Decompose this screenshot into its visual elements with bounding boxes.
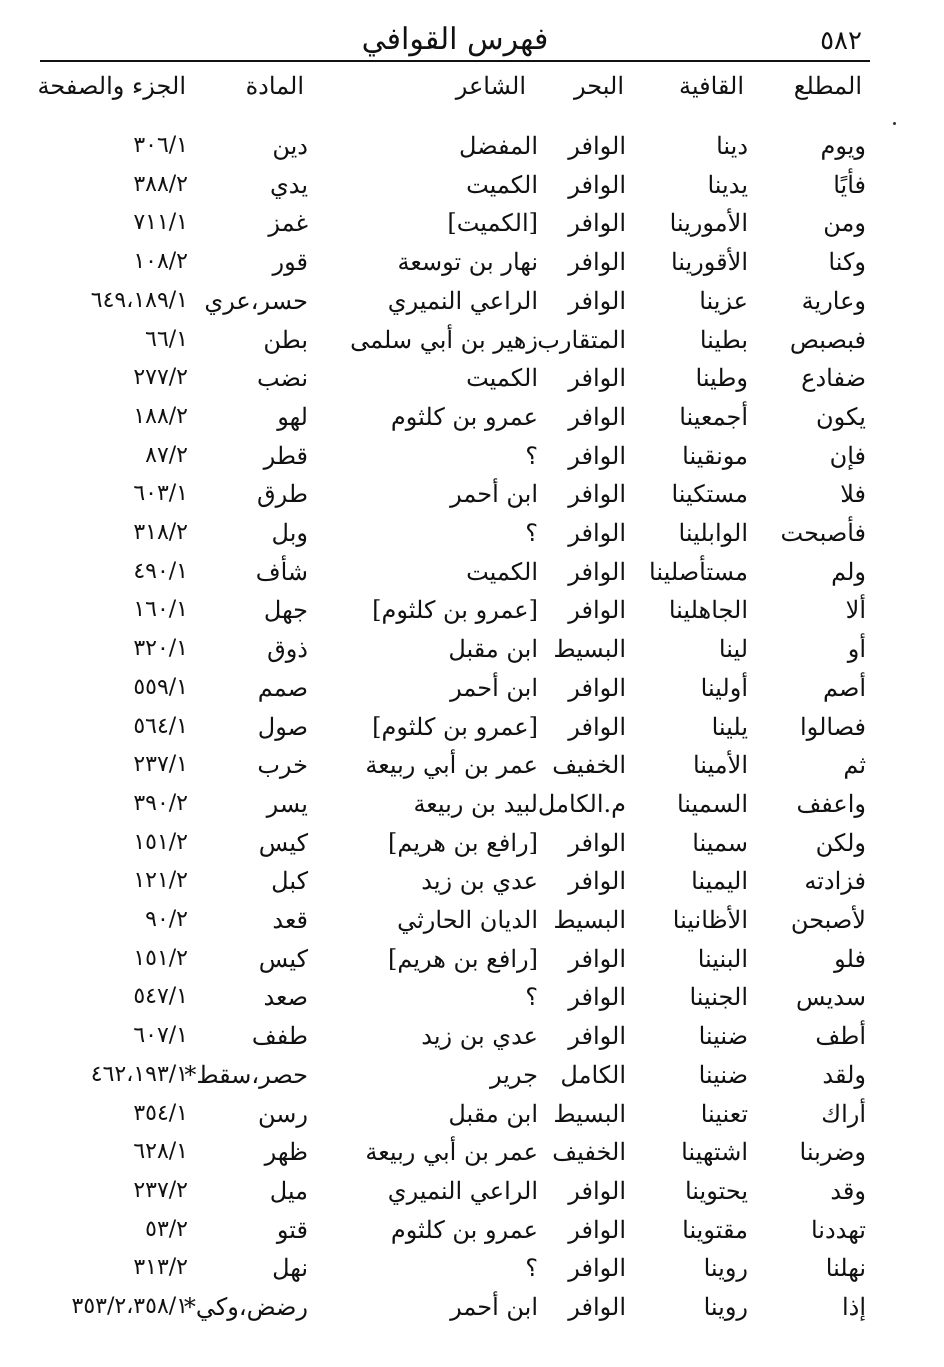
row-madda: لهو <box>277 402 308 431</box>
row-page: ٦٦/١ <box>145 326 188 352</box>
page-number: ٥٨٢ <box>820 26 862 56</box>
row-madda: يدي <box>269 170 308 199</box>
row-page: ٧١١/١ <box>133 210 188 236</box>
row-bahr: المتقارب <box>537 325 626 354</box>
row-shaer: الراعي النميري <box>387 1176 538 1205</box>
row-qafia: بطينا <box>699 325 748 354</box>
table-row <box>0 1288 944 1326</box>
row-bahr: الوافر <box>568 828 626 857</box>
row-page: ٦٠٣/١ <box>133 481 188 507</box>
row-qafia: البنينا <box>697 944 748 973</box>
row-page: ٣٢٠/١ <box>133 636 188 662</box>
row-madda: خرب <box>257 751 308 780</box>
table-row <box>0 669 944 707</box>
row-madda: صمم <box>257 673 308 702</box>
table-row <box>0 862 944 900</box>
row-shaer: ؟ <box>525 983 538 1012</box>
table-row <box>0 1017 944 1055</box>
row-bahr: الوافر <box>568 1293 626 1321</box>
row-bahr: البسيط <box>553 906 626 934</box>
page-title: فهرس القوافي <box>361 22 549 57</box>
row-shaer: ابن مقبل <box>448 635 538 664</box>
table-row <box>0 127 944 165</box>
row-bahr: الوافر <box>568 1022 626 1051</box>
column-header-matla: المطلع <box>793 72 862 100</box>
table-row <box>0 1095 944 1133</box>
row-shaer: ؟ <box>525 441 538 470</box>
table-row <box>0 475 944 513</box>
row-matla: فلا <box>840 480 866 509</box>
row-shaer: عدي بن زيد <box>421 1022 538 1051</box>
row-qafia: أولينا <box>700 673 748 702</box>
row-madda: حصر،سقط* <box>184 1060 308 1089</box>
row-shaer: [رافع بن هريم] <box>388 828 538 857</box>
row-page: ٣٠٦/١ <box>133 133 188 158</box>
row-madda: وبل <box>271 519 308 547</box>
row-bahr: الوافر <box>568 519 626 547</box>
row-matla: فأصبحت <box>780 519 866 547</box>
row-matla: فصالوا <box>800 712 866 741</box>
row-shaer: زهير بن أبي سلمى <box>350 325 538 354</box>
row-shaer: الراعي النميري <box>387 286 538 315</box>
row-shaer: [عمرو بن كلثوم] <box>372 596 538 625</box>
row-bahr: الوافر <box>568 867 626 896</box>
row-shaer: ؟ <box>525 1254 538 1283</box>
row-bahr: الوافر <box>568 1215 626 1244</box>
row-page: ١٠٨/٢ <box>133 249 188 275</box>
row-page: ٦٢٨/١ <box>133 1139 188 1165</box>
row-page: ٤٦٢،١٩٣/١ <box>90 1061 188 1087</box>
row-page: ٣١٨/٢ <box>133 520 188 545</box>
row-qafia: سمينا <box>692 828 748 857</box>
row-page: ٨٧/٢ <box>145 442 188 468</box>
row-matla: سديس <box>796 983 866 1012</box>
table-row <box>0 901 944 939</box>
column-header-qafia: القافية <box>678 72 744 100</box>
row-qafia: الأظانينا <box>672 906 748 934</box>
row-matla: أو <box>847 635 866 664</box>
row-madda: ميل <box>269 1176 308 1205</box>
row-shaer: الكميت <box>466 557 538 586</box>
row-madda: طفف <box>251 1022 308 1051</box>
row-page: ٣١٣/٢ <box>133 1255 188 1281</box>
row-qafia: أجمعينا <box>679 402 748 431</box>
row-shaer: ابن أحمر <box>450 480 538 509</box>
row-shaer: الديان الحارثي <box>397 906 538 934</box>
row-matla: أصم <box>822 673 866 702</box>
row-bahr: الوافر <box>568 170 626 199</box>
table-row <box>0 553 944 591</box>
row-page: ٦٠٧/١ <box>133 1023 188 1049</box>
row-qafia: الجنينا <box>689 983 748 1012</box>
row-qafia: الأمورينا <box>669 209 748 238</box>
margin-dot <box>893 122 896 125</box>
row-bahr: الوافر <box>568 209 626 238</box>
row-page: ٢٣٧/١ <box>133 752 188 778</box>
row-madda: قعد <box>272 906 308 934</box>
row-madda: كيس <box>258 944 308 973</box>
row-bahr: الوافر <box>568 441 626 470</box>
table-row <box>0 1172 944 1210</box>
row-matla: ألا <box>845 596 866 625</box>
row-page: ١٨٨/٢ <box>133 403 188 429</box>
table-row <box>0 514 944 552</box>
row-page: ٩٠/٢ <box>145 907 188 932</box>
row-page: ٣٥٣/٢،٣٥٨/١ <box>71 1294 188 1319</box>
column-header-shaer: الشاعر <box>455 72 526 100</box>
row-bahr: الوافر <box>568 983 626 1012</box>
row-madda: جهل <box>263 596 308 625</box>
table-row <box>0 746 944 784</box>
row-madda: ذوق <box>267 635 308 664</box>
row-qafia: يحتوينا <box>684 1176 748 1205</box>
row-page: ٢٧٧/٢ <box>133 365 188 391</box>
row-shaer: ابن أحمر <box>450 1293 538 1321</box>
row-madda: قتو <box>276 1215 308 1244</box>
row-matla: واعفف <box>796 789 866 818</box>
row-bahr: الوافر <box>568 712 626 741</box>
row-qafia: ضنينا <box>698 1022 748 1051</box>
row-matla: ولقد <box>822 1060 866 1089</box>
row-matla: وقد <box>830 1176 866 1205</box>
row-shaer: ابن أحمر <box>450 673 538 702</box>
row-matla: ثم <box>843 751 866 780</box>
row-shaer: عدي بن زيد <box>421 867 538 896</box>
row-madda: بطن <box>263 325 308 354</box>
row-matla: فأيًا <box>833 170 866 199</box>
row-shaer: [عمرو بن كلثوم] <box>372 712 538 741</box>
row-bahr: الوافر <box>568 673 626 702</box>
row-qafia: يلينا <box>711 712 748 741</box>
row-page: ١٥١/٢ <box>133 829 188 855</box>
table-row <box>0 321 944 359</box>
table-row <box>0 282 944 320</box>
row-matla: وعارية <box>801 286 866 315</box>
row-madda: غمز <box>268 209 308 238</box>
column-header-bahr: البحر <box>574 72 624 100</box>
row-bahr: الوافر <box>568 944 626 973</box>
table-row <box>0 785 944 823</box>
row-page: ٣٩٠/٢ <box>133 790 188 816</box>
row-shaer: نهار بن توسعة <box>397 248 538 277</box>
row-madda: يسر <box>266 789 308 818</box>
row-qafia: الجاهلينا <box>668 596 748 625</box>
row-shaer: جرير <box>490 1060 538 1089</box>
row-shaer: الكميت <box>466 364 538 393</box>
row-qafia: السمينا <box>676 789 748 818</box>
row-matla: نهلنا <box>825 1254 866 1283</box>
row-matla: فبصبص <box>789 325 866 354</box>
row-madda: قطر <box>263 441 308 470</box>
row-matla: وضربنا <box>799 1138 866 1167</box>
row-madda: ظهر <box>264 1138 308 1167</box>
row-matla: لأصبحن <box>790 906 866 934</box>
row-page: ٢٣٧/٢ <box>133 1177 188 1203</box>
row-madda: نهل <box>272 1254 308 1283</box>
row-matla: وكنا <box>828 248 866 277</box>
table-row <box>0 359 944 397</box>
row-qafia: وطينا <box>695 364 748 393</box>
row-matla: ضفادع <box>801 364 866 393</box>
row-qafia: روينا <box>703 1293 748 1321</box>
row-page: ١٦٠/١ <box>133 597 188 623</box>
row-shaer: عمرو بن كلثوم <box>390 1215 538 1244</box>
row-matla: فلو <box>834 944 866 973</box>
table-row <box>0 1056 944 1094</box>
table-row <box>0 978 944 1016</box>
row-qafia: مقتوينا <box>682 1215 748 1244</box>
row-madda: رسن <box>258 1099 308 1128</box>
row-bahr: الكامل <box>560 1060 626 1089</box>
row-qafia: روينا <box>703 1254 748 1283</box>
row-matla: أطف <box>815 1022 866 1051</box>
row-madda: كيس <box>258 828 308 857</box>
row-page: ٥٤٧/١ <box>133 984 188 1010</box>
row-shaer: ؟ <box>525 519 538 547</box>
column-header-madda: المادة <box>245 72 304 100</box>
row-qafia: اشتهينا <box>681 1138 748 1167</box>
row-bahr: الوافر <box>568 364 626 393</box>
row-matla: إذا <box>841 1293 866 1321</box>
row-shaer: [الكميت] <box>447 209 538 238</box>
row-bahr: الوافر <box>568 1176 626 1205</box>
row-page: ٦٤٩،١٨٩/١ <box>90 287 188 313</box>
row-shaer: عمر بن أبي ربيعة <box>365 751 538 780</box>
row-qafia: تعنينا <box>700 1099 748 1128</box>
row-bahr: الوافر <box>568 1254 626 1283</box>
row-qafia: عزينا <box>699 286 748 315</box>
row-shaer: عمر بن أبي ربيعة <box>365 1138 538 1167</box>
row-qafia: الأمينا <box>692 751 748 780</box>
row-bahr: الوافر <box>568 402 626 431</box>
table-row <box>0 437 944 475</box>
row-shaer: الكميت <box>466 170 538 199</box>
row-page: ٤٩٠/١ <box>133 558 188 584</box>
table-row <box>0 1133 944 1171</box>
row-madda: نضب <box>256 364 308 393</box>
row-qafia: الأقورينا <box>670 248 748 277</box>
row-bahr: الوافر <box>568 286 626 315</box>
row-shaer: [رافع بن هريم] <box>388 944 538 973</box>
row-bahr: الوافر <box>568 480 626 509</box>
row-qafia: دينا <box>716 132 748 160</box>
row-matla: ولكن <box>815 828 866 857</box>
row-page: ٣٨٨/٢ <box>133 171 188 197</box>
table-row <box>0 708 944 746</box>
row-bahr: الخفيف <box>552 1138 626 1167</box>
row-qafia: يدينا <box>707 170 748 199</box>
row-page: ٥٦٤/١ <box>133 713 188 739</box>
row-bahr: م.الكامل <box>537 789 626 818</box>
table-row <box>0 204 944 242</box>
row-qafia: مستأصلينا <box>649 557 748 586</box>
row-shaer: لبيد بن ربيعة <box>413 789 538 818</box>
row-madda: رضض،وكي* <box>183 1293 308 1321</box>
table-row <box>0 398 944 436</box>
column-header-page: الجزء والصفحة <box>37 72 186 100</box>
page-header <box>40 18 870 62</box>
table-row <box>0 940 944 978</box>
row-bahr: الوافر <box>568 132 626 160</box>
row-matla: فإن <box>829 441 866 470</box>
row-shaer: المفضل <box>459 132 538 160</box>
row-page: ٥٥٩/١ <box>133 674 188 700</box>
row-bahr: البسيط <box>553 635 626 664</box>
row-bahr: الوافر <box>568 557 626 586</box>
row-madda: دين <box>272 132 308 160</box>
row-madda: صعد <box>263 983 308 1012</box>
row-matla: يكون <box>816 402 866 431</box>
row-bahr: الوافر <box>568 248 626 277</box>
table-row <box>0 630 944 668</box>
row-madda: كبل <box>271 867 308 896</box>
table-row <box>0 166 944 204</box>
table-row <box>0 243 944 281</box>
row-shaer: عمرو بن كلثوم <box>390 402 538 431</box>
row-madda: طرق <box>257 480 308 509</box>
row-qafia: ضنينا <box>698 1060 748 1089</box>
row-qafia: مونقينا <box>682 441 748 470</box>
row-shaer: ابن مقبل <box>448 1099 538 1128</box>
row-bahr: البسيط <box>553 1099 626 1128</box>
row-page: ١٢١/٢ <box>133 868 188 894</box>
table-row <box>0 824 944 862</box>
row-madda: صول <box>257 712 308 741</box>
row-matla: ويوم <box>820 132 866 160</box>
row-bahr: الخفيف <box>552 751 626 780</box>
row-madda: حسر،عري <box>204 286 308 315</box>
row-matla: فزادته <box>804 867 866 896</box>
row-page: ٣٥٤/١ <box>133 1100 188 1126</box>
row-qafia: اليمينا <box>691 867 748 896</box>
row-page: ١٥١/٢ <box>133 945 188 971</box>
table-row <box>0 1211 944 1249</box>
table-row <box>0 591 944 629</box>
row-page: ٥٣/٢ <box>145 1216 188 1242</box>
row-matla: ولم <box>831 557 866 586</box>
row-bahr: الوافر <box>568 596 626 625</box>
row-qafia: مستكينا <box>671 480 748 509</box>
row-qafia: لينا <box>718 635 748 664</box>
row-matla: تهددنا <box>810 1215 866 1244</box>
row-matla: ومن <box>823 209 866 238</box>
table-row <box>0 1249 944 1287</box>
row-matla: أراك <box>821 1099 866 1128</box>
row-madda: قور <box>272 248 308 277</box>
row-qafia: الوابلينا <box>678 519 748 547</box>
row-madda: شأف <box>255 557 308 586</box>
